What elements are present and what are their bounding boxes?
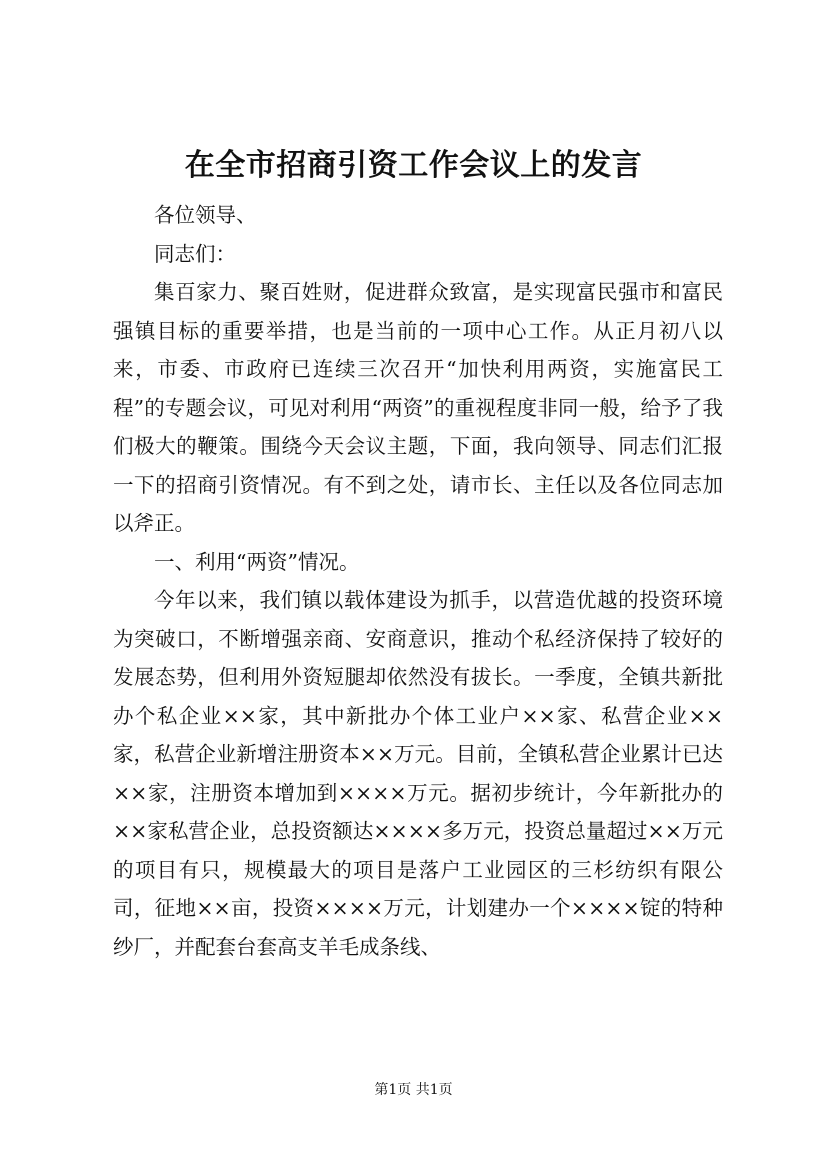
- document-body: [113, 196, 723, 966]
- document-title: 在全市招商引资工作会议上的发言: [184, 148, 643, 183]
- section-paragraph: 今年以来，我们镇以载体建设为抓手，以营造优越的投资环境为突破口，不断增强亲商、安商意识，推动个私经济保持了较好的发展态势，但利用外资短腿却依然没有拔长。一季度，全镇共新批办个私企业××家，其中新批办个体工业户××家、私营企业××家，私营企业新增注册资本××万元。目前，全镇私营企业累计已达××家，注册资本增加到××××万元。据初步统计，今年新批办的××家私营企业，总投资额达××××多万元，投资总量超过××万元的项目有只，规模最大的项目是落户工业园区的三杉纺织有限公司，征地××亩，投资××××万元，计划建办一个××××锭的特种纱厂，并配套台套高支羊毛成条线、: [113, 588, 723, 959]
- salutation-line-1: 各位领导、: [154, 203, 257, 227]
- salutation-line-2: 同志们：: [154, 241, 236, 266]
- section-heading: 一、利用“两资”情况。: [154, 549, 360, 574]
- intro-paragraph: 集百家力、聚百姓财，促进群众致富，是实现富民强市和富民强镇目标的重要举措，也是当前的一项中心工作。从正月初八以来，市委、市政府已连续三次召开“加快利用两资，实施富民工程”的专题会议，可见对利用“两资”的重视程度非同一般，给予了我们极大的鞭策。围绕今天会议主题，下面，我向领导、同志们汇报一下的招商引资情况。有不到之处，请市长、主任以及各位同志加以斧正。: [113, 280, 723, 535]
- page-footer: 第1页 共1页: [374, 1082, 453, 1098]
